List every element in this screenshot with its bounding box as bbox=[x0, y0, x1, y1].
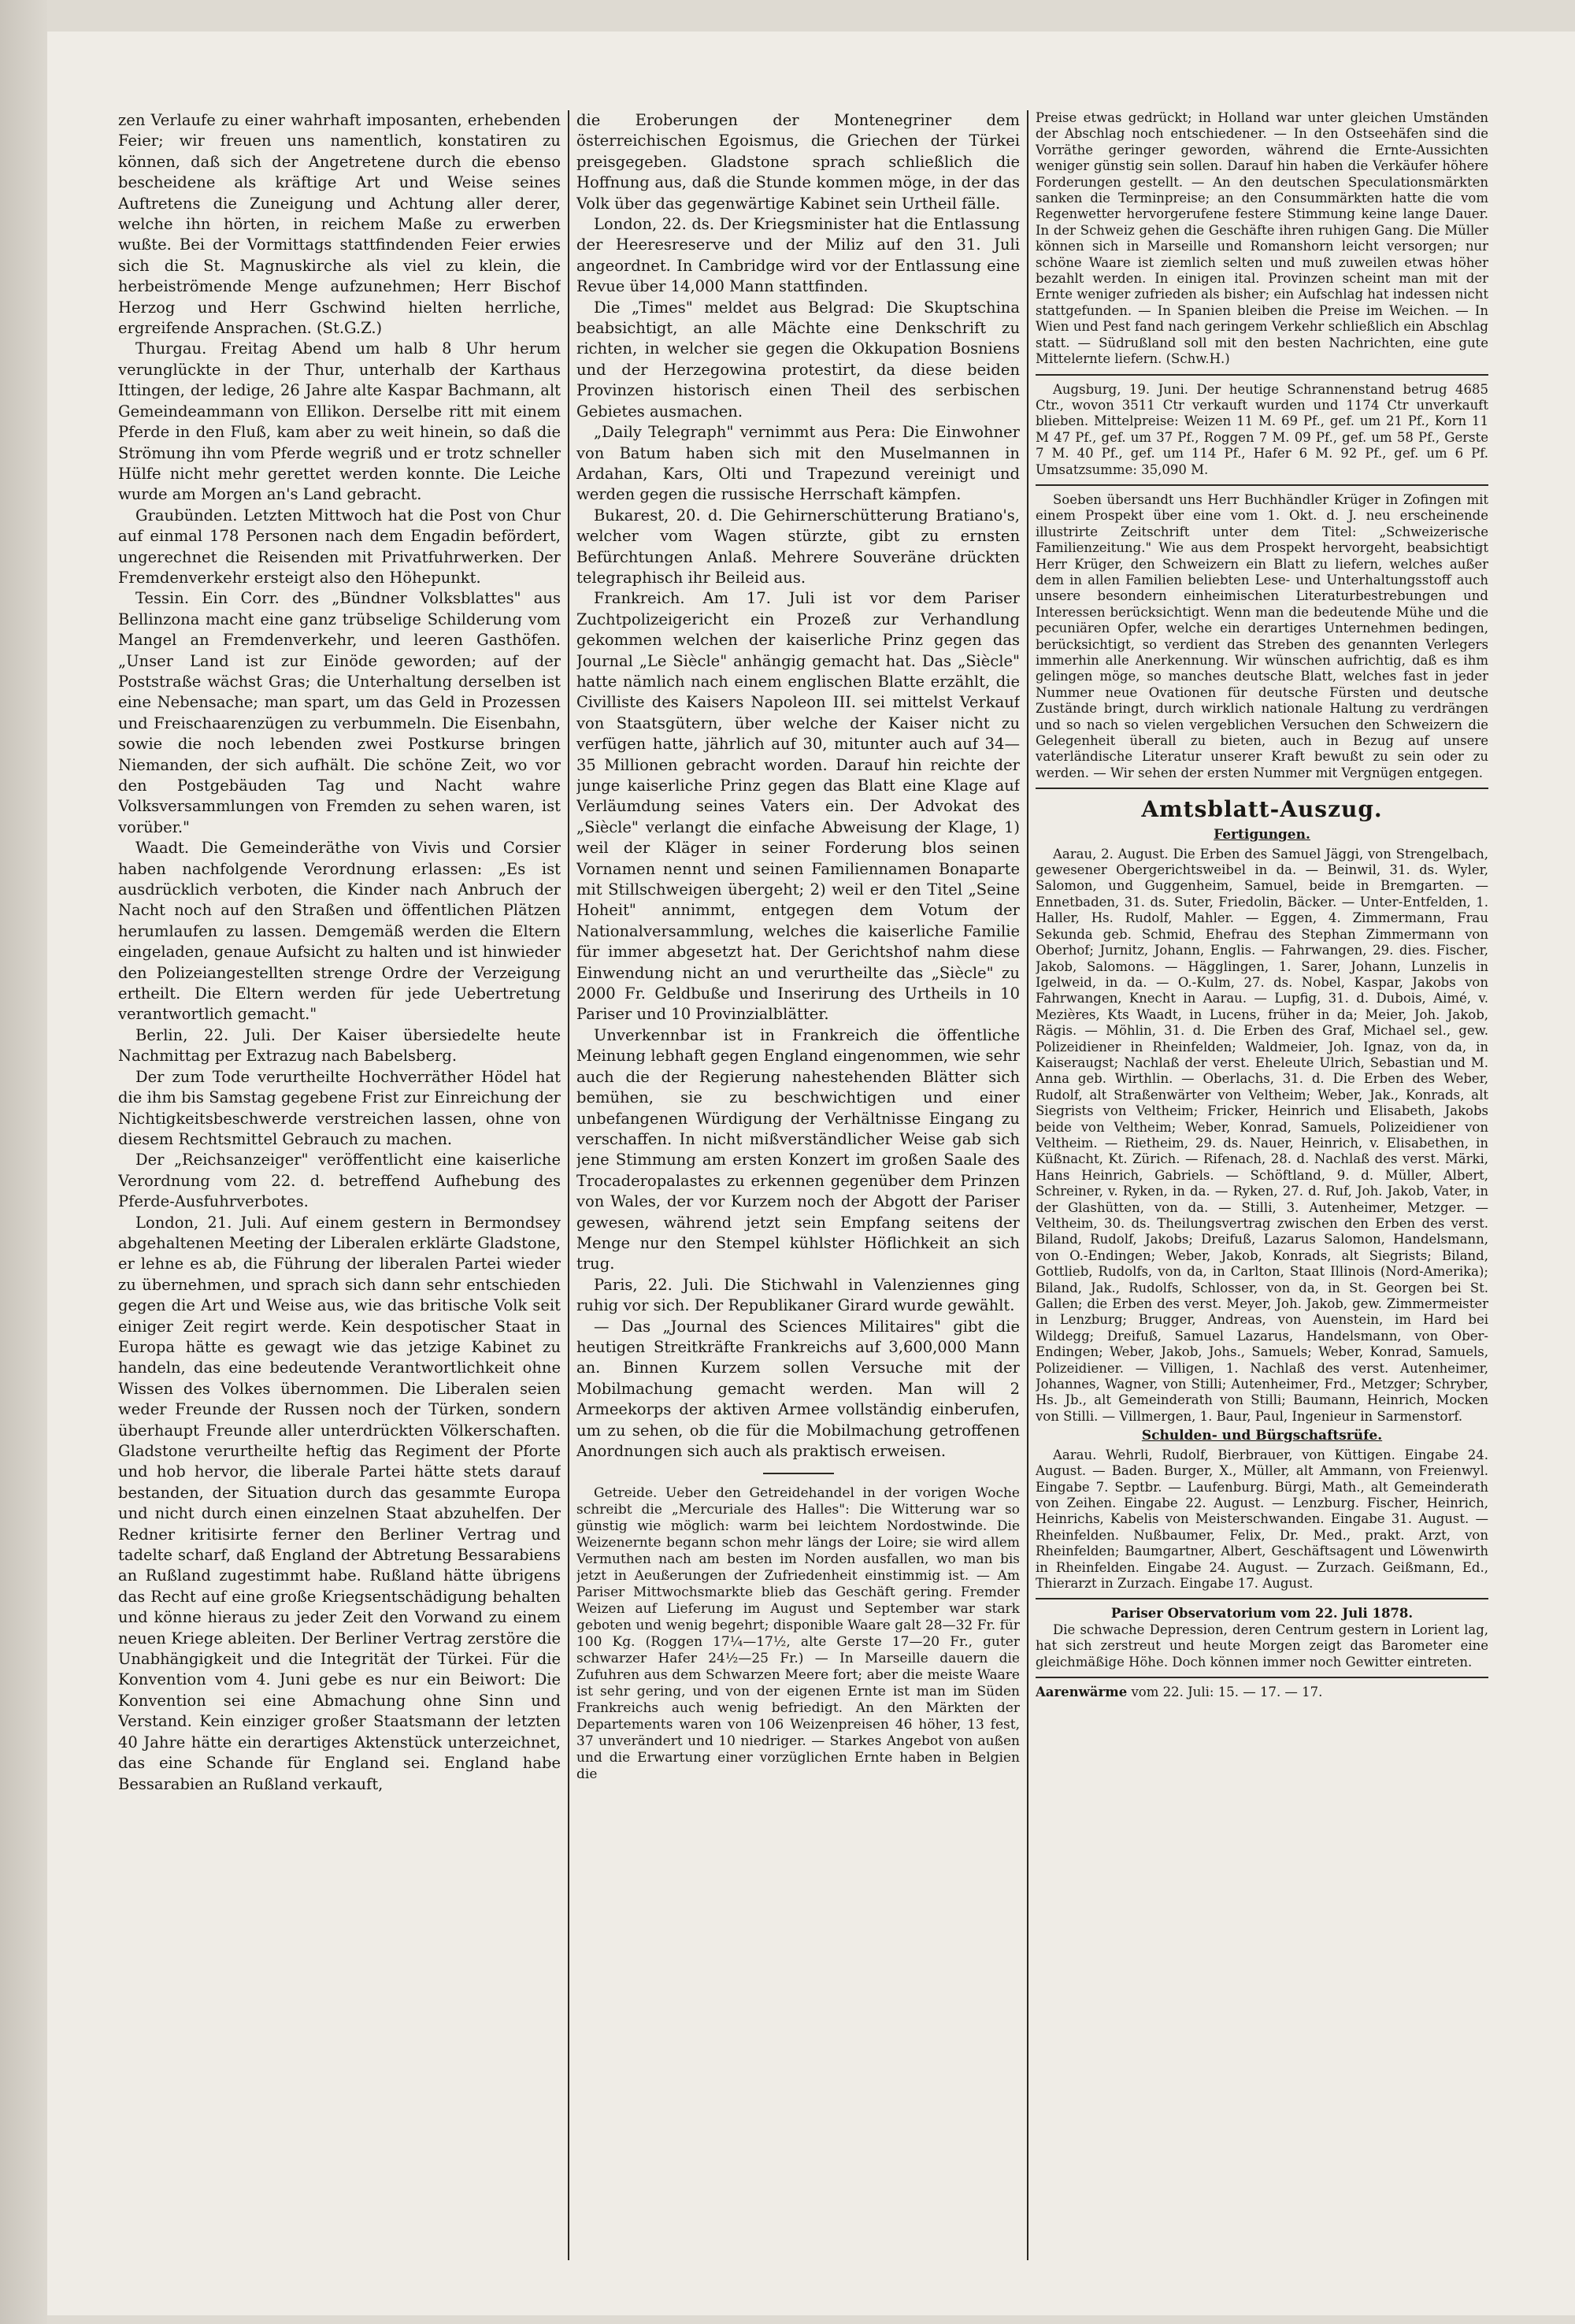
augsburg-market: Augsburg, 19. Juni. Der heutige Schrannenstand betrug 4685 Ctr., wovon 3511 Ctr verkauft wurden und 1174 Ctr unverkauft blieben. Mittelpreise: Weizen 11 M. 69 Pf., gef. um 21 Pf., Korn 11 M 47 Pf., gef. um 37 Pf., Roggen 7 M. 09 Pf., gef. um 58 Pf., Gerste 7 M. 40 Pf., gef. um 114 Pf., Hafer 6 M. 92 Pf., gef. um 6 Pf. Umsatzsumme: 35,090 M. bbox=[1036, 381, 1488, 477]
observatorium-text: Die schwache Depression, deren Centrum gestern in Lorient lag, hat sich zerstreut und heute Morgen zeigt das Barometer eine gleichmäßige Höhe. Doch können immer noch Gewitter eintreten. bbox=[1036, 1622, 1488, 1670]
schulden-text: Aarau. Wehrli, Rudolf, Bierbrauer, von Küttigen. Eingabe 24. August. — Baden. Burger, X., Müller, alt Ammann, von Freienwyl. Eingabe 7. Septbr. — Laufenburg. Bürgi, Math., alt Gemeinderath von Zeihen. Eingabe 22. August. — Lenzburg. Fischer, Heinrich, Heinrichs, Kabelis von Meisterschwanden. Eingabe 31. August. — Rheinfelden. Nußbaumer, Felix, Dr. Med., prakt. Arzt, von Rheinfelden; Baumgartner, Albert, Geschäftsagent und Löwenwirth in Rheinfelden. Eingabe 24. August. — Zurzach. Geißmann, Ed., Thierarzt in Zurzach. Eingabe 17. August. bbox=[1036, 1447, 1488, 1591]
paragraph: Bukarest, 20. d. Die Gehirnerschütterung Bratiano's, welcher vom Wagen stürzte, gibt zu ernsten Befürchtungen Anlaß. Mehrere Souveräne drückten telegraphisch ihr Beileid aus. bbox=[576, 506, 1020, 587]
paragraph: Unverkennbar ist in Frankreich die öffentliche Meinung lebhaft gegen England eingenommen, wie sehr auch die der Regierung nahestehenden Blätter sich bemühen, sie zu beschwichtigen und einer unbefangenen Würdigung der Verhältnisse Eingang zu verschaffen. In nicht mißverständlicher Weise gab sich jene Stimmung am ersten Konzert im großen Saale des Trocaderopalastes zu erkennen gegenüber dem Prinzen von Wales, der vor Kurzem noch der Abgott der Pariser gewesen, während jetzt sein Empfang seitens der Menge nur den Stempel kühlster Höflichkeit an sich trug. bbox=[576, 1025, 1020, 1273]
paragraph: Paris, 22. Juli. Die Stichwahl in Valenziennes ging ruhig vor sich. Der Republikaner Girard wurde gewählt. bbox=[576, 1275, 1020, 1315]
paragraph: „Daily Telegraph" vernimmt aus Pera: Die Einwohner von Batum haben sich mit den Muselmannen in Ardahan, Kars, Olti und Trapezund vereinigt und werden gegen die russische Herrschaft kämpfen. bbox=[576, 423, 1020, 504]
paragraph: Der „Reichsanzeiger" veröffentlicht eine kaiserliche Verordnung vom 22. d. betreffend Aufhebung des Pferde-Ausfuhrverbotes. bbox=[118, 1151, 561, 1211]
paragraph: Graubünden. Letzten Mittwoch hat die Post von Chur auf einmal 178 Personen nach dem Engadin befördert, ungerechnet die Reisenden mit Privatfuhrwerken. Der Fremdenverkehr ersteigt also den Höhepunkt. bbox=[118, 506, 561, 587]
amtsblatt-title: Amtsblatt-Auszug. bbox=[1141, 796, 1383, 823]
paragraph: Thurgau. Freitag Abend um halb 8 Uhr herum verunglückte in der Thur, unterhalb der Karthaus Ittingen, der ledige, 26 Jahre alte Kaspar Bachmann, alt Gemeindeammann von Ellikon. Derselbe ritt mit einem Pferde in den Fluß, kam aber zu weit hinein, so daß die Strömung ihn vom Pferde wegriß und er trotz schneller Hülfe nicht mehr gerettet werden konnte. Die Leiche wurde am Morgen an's Land gebracht. bbox=[118, 339, 561, 504]
aarenwaerme-label: Aarenwärme bbox=[1036, 1684, 1128, 1699]
paragraph: Der zum Tode verurtheilte Hochverräther Hödel hat die ihm bis Samstag gegebene Frist zur Einreichung der Nichtigkeitsbeschwerde verstreichen lassen, ohne von diesem Rechtsmittel Gebrauch zu machen. bbox=[118, 1067, 561, 1148]
schulden-heading: Schulden- und Bürgschaftsrüfe. bbox=[1141, 1428, 1383, 1444]
family-journal-notice: Soeben übersandt uns Herr Buchhändler Krüger in Zofingen mit einem Prospekt über eine vom 1. Okt. d. J. neu erscheinende illustrirte Zeitschrift unter dem Titel: „Schweizerische Familienzeitung." Wie aus dem Prospekt hervorgeht, beabsichtigt Herr Krüger, den Schweizern ein Blatt zu liefern, welches außer dem in allen Familien beliebten Lese- und Unterhaltungsstoff auch unsere besondern einheimischen Literaturbestrebungen und Interessen berücksichtigt. Wenn man die bedeutende Mühe und die pecuniären Opfer, welche ein derartiges Unternehmen bedingen, berücksichtigt, so verdient das Streben des genannten Verlegers immerhin alle Anerkennung. Wir wünschen aufrichtig, daß es ihm gelingen möge, so manches deutsche Blatt, welches fast in jeder Nummer neue Ovationen für deutsche Fürsten und deutsche Zustände bringt, durch wirklich nationale Haltung zu verdrängen und so nach so vielen vergeblichen Versuchen den Schweizern die Gelegenheit überall zu bieten, auch in Bezug auf unsere vaterländische Literatur unserer Kraft bewußt zu sein oder zu werden. — Wir sehen der ersten Nummer mit Vergnügen entgegen. bbox=[1036, 491, 1488, 780]
paragraph: — Das „Journal des Sciences Militaires" gibt die heutigen Streitkräfte Frankreichs auf 3,600,000 Mann an. Binnen Kurzem sollen Versuche mit der Mobilmachung gemacht werden. Man will 2 Armeekorps der aktiven Armee vollständig einberufen, um zu sehen, ob die für die Mobilmachung getroffenen Anordnungen sich auch als praktisch erweisen. bbox=[576, 1317, 1020, 1460]
paragraph: Frankreich. Am 17. Juli ist vor dem Pariser Zuchtpolizeigericht ein Prozeß zur Verhandlung gekommen welchen der kaiserliche Prinz gegen das Journal „Le Siècle" anhängig gemacht hat. Das „Siècle" hatte nämlich nach einem englischen Blatte erzählt, die Civilliste des Kaisers Napoleon III. sei mittelst Verkauf von Staatsgütern, über welche der Kaiser nicht zu verfügen hatte, jährlich auf 30, mitunter auch auf 34—35 Millionen gebracht worden. Darauf hin reichte der junge kaiserliche Prinz gegen das Blatt eine Klage auf Verläumdung seines Vaters ein. Der Advokat des „Siècle" verlangt die einfache Abweisung der Klage, 1) weil der Kläger in seiner Forderung blos seinen Vornamen nennt und seinen Familiennamen Bonaparte mit Stillschweigen übergeht; 2) weil er den Titel „Seine Hoheit" annimmt, entgegen dem Votum der Nationalversammlung, welches die kaiserliche Familie für immer abgesetzt hat. Der Gerichtshof nahm diese Einwendung nicht an und verurtheilte das „Siècle" zu 2000 Fr. Geldbuße und Inserirung des Urtheils in 10 Pariser und 10 Provinzialblätter. bbox=[576, 589, 1020, 1024]
column-rule bbox=[1027, 110, 1028, 2260]
paragraph: Die „Times" meldet aus Belgrad: Die Skuptschina beabsichtigt, an alle Mächte eine Denkschrift zu richten, in welcher sie gegen die Okkupation Bosniens und der Herzegowina protestirt, da diese beiden Provinzen historisch einen Theil des serbischen Gebietes ausmachen. bbox=[576, 298, 1020, 421]
paragraph: Preise etwas gedrückt; in Holland war unter gleichen Umständen der Abschlag noch entschiedener. — In den Ostseehäfen sind die Vorräthe geringer geworden, während die Ernte-Aussichten weniger günstig sein sollen. Darauf hin haben die Verkäufer höhere Forderungen gestellt. — An den deutschen Speculationsmärkten sanken die Terminpreise; an den Consummärkten hatte die vom Regenwetter hervorgerufene festere Stimmung keine lange Dauer. In der Schweiz gehen die Geschäfte ihren ruhigen Gang. Die Müller können sich in Marseille und Romanshorn leicht versorgen; nur schöne Waare ist ziemlich selten und muß zuweilen etwas höher bezahlt werden. In einigen ital. Provinzen scheint man mit der Ernte weniger zufrieden als bisher; ein Aufschlag hat indessen nicht stattgefunden. — In Spanien bleiben die Preise im Weichen. — In Wien und Pest fand nach geringem Verkehr schließlich ein Abschlag statt. — Südrußland soll mit den besten Nachrichten, eine gute Mittelernte liefern. (Schw.H.) bbox=[1036, 110, 1488, 367]
paragraph: London, 21. Juli. Auf einem gestern in Bermondsey abgehaltenen Meeting der Liberalen erklärte Gladstone, er lehne es ab, die Führung der liberalen Partei wieder zu übernehmen, und sprach sich dann sehr entschieden gegen die Art und Weise aus, wie das britische Volk seit einiger Zeit regirt werde. Kein despotischer Staat in Europa hätte es gewagt wie das jetzige Kabinet zu handeln, das eine bedeutende Verantwortlichkeit ohne Wissen des Volkes übernommen. Die Liberalen seien weder Freunde der Russen noch der Türken, sondern überhaupt Freunde aller unterdrückten Völkerschaften. Gladstone verurtheilte heftig das Regiment der Pforte und hob hervor, die liberale Partei hätte stets darauf bestanden, der Situation durch das gesammte Europa und nicht durch einen einzelnen Staat abzuhelfen. Der Redner kritisirte ferner den Berliner Vertrag und tadelte scharf, daß England der Abtretung Bessarabiens an Rußland zugestimmt habe. Rußland hätte übrigens das Recht auf eine große Kriegsentschädigung behalten und könne hieraus zu jeder Zeit den Vorwand zu einem neuen Kriege ableiten. Der Berliner Vertrag zerstöre die Unabhängigkeit und die Integrität der Türkei. Für die Konvention vom 4. Juni gebe es nur ein Beiwort: Die Konvention sei eine Abmachung ohne Sinn und Verstand. Kein einziger großer Staatsmann der letzten 40 Jahre hätte ein derartiges Aktenstück unterzeichnet, das eine Schande für England sei. England habe Bessarabien an Rußland verkauft, bbox=[118, 1213, 561, 1793]
page-binding bbox=[0, 0, 47, 2324]
column-1 bbox=[118, 110, 561, 2276]
paragraph: London, 22. ds. Der Kriegsminister hat die Entlassung der Heeresreserve und der Miliz auf den 31. Juli angeordnet. In Cambridge wird vor der Entlassung eine Revue über 14,000 Mann stattfinden. bbox=[576, 215, 1020, 296]
fertigungen-text: Aarau, 2. August. Die Erben des Samuel Jäggi, von Strengelbach, gewesener Obergerichtsweibel in da. — Beinwil, 31. ds. Wyler, Salomon, und Guggenheim, Samuel, beide in Bremgarten. — Ennetbaden, 31. ds. Suter, Friedolin, Bäcker. — Unter-Entfelden, 1. Haller, Hs. Rudolf, Mahler. — Eggen, 4. Zimmermann, Frau Sekunda geb. Schmid, Ehefrau des Stephan Zimmermann von Oberhof; Jurnitz, Johann, Englis. — Fahrwangen, 29. dies. Fischer, Jakob, Salomons. — Hägglingen, 1. Sarer, Johann, Lunzelis in Igelweid, in da. — O.-Kulm, 27. ds. Nobel, Kaspar, Jakobs von Fahrwangen, Knecht in Aarau. — Lupfig, 31. d. Dubois, Aimé, v. Mezières, Kts Waadt, in Lucens, früher in da; Meier, Joh. Jakob, Rägis. — Möhlin, 31. d. Die Erben des Graf, Michael sel., gew. Polizeidiener in Rheinfelden; Waldmeier, Joh. Ignaz, von da, in Kaiseraugst; Nachlaß der verst. Eheleute Ulrich, Sebastian und M. Anna geb. Wirthlin. — Oberlachs, 31. d. Die Erben des Weber, Rudolf, alt Straßenwärter von Veltheim; Weber, Jak., Konrads, alt Siegrists von Veltheim; Fricker, Heinrich und Elisabeth, Jakobs beide von Veltheim; Weber, Konrad, Samuels, Polizeidiener von Veltheim. — Rietheim, 29. ds. Nauer, Heinrich, v. Elisabethen, in Küßnacht, Kt. Zürich. — Rifenach, 28. d. Nachlaß des verst. Märki, Hans Heinrich, Gabriels. — Schöftland, 9. d. Müller, Albert, Schreiner, v. Ryken, in da. — Ryken, 27. d. Ruf, Joh. Jakob, Vater, in der Glashütten, von da. — Stilli, 3. Autenheimer, Metzger. — Veltheim, 30. ds. Theilungsvertrag zwischen den Erben des verst. Biland, Rudolf, Jakobs; Dreifuß, Lazarus Salomon, Handelsmann, von O.-Endingen; Weber, Jakob, Konrads, alt Siegrists; Biland, Gottlieb, Rudolfs, von da, in Carlton, Staat Illinois (Nord-Amerika); Biland, Jak., Rudolfs, Schlosser, von da, in St. Georgen bei St. Gallen; die Erben des verst. Meyer, Joh. Jakob, gew. Zimmermeister in Lenzburg; Brugger, Andreas, von Auenstein, im Hard bei Wildegg; Dreifuß, Samuel Lazarus, Handelsmann, von Ober-Endingen; Weber, Jakob, Johs., Samuels; Weber, Konrad, Samuels, Polizeidiener. — Villigen, 1. Nachlaß des verst. Autenheimer, Johannes, Wagner, von Stilli; Autenheimer, Frd., Metzger; Schryber, Hs. Jb., alt Gemeinderath von Stilli; Baumann, Heinrich, Mocken von Stilli. — Villmergen, 1. Baur, Paul, Ingenieur in Sarmenstorf. bbox=[1036, 846, 1488, 1424]
section-divider bbox=[1036, 374, 1488, 376]
paragraph: Berlin, 22. Juli. Der Kaiser übersiedelte heute Nachmittag per Extrazug nach Babelsberg. bbox=[118, 1025, 561, 1066]
paragraph: zen Verlaufe zu einer wahrhaft imposanten, erhebenden Feier; wir freuen uns namentlich, konstatiren zu können, daß sich der Angetretene durch die ebenso bescheidene als kräftige Art und Weise seines Auftretens die Zuneigung und Achtung aller derer, welche ihn hörten, in reichem Maße zu erwerben wußte. Bei der Vormittags stattfindenden Feier erwies sich die St. Magnuskirche als viel zu klein, die herbeiströmende Menge aufzunehmen; Herr Bischof Herzog und Herr Gschwind hielten herrliche, ergreifende Ansprachen. (St.G.Z.) bbox=[118, 111, 561, 338]
column-3 bbox=[1036, 110, 1488, 2276]
column-rule bbox=[568, 110, 569, 2260]
paragraph: die Eroberungen der Montenegriner dem österreichischen Egoismus, die Griechen der Türkei preisgegeben. Gladstone sprach schließlich die Hoffnung aus, daß die Stunde kommen möge, in der das Volk über das gegenwärtige Kabinet sein Urtheil fälle. bbox=[576, 111, 1020, 213]
column-2 bbox=[576, 110, 1020, 2276]
paragraph: Waadt. Die Gemeinderäthe von Vivis und Corsier haben nachfolgende Verordnung erlassen: „Es ist ausdrücklich verboten, die Kinder nach Anbruch der Nacht noch auf den Straßen und öffentlichen Plätzen herumlaufen zu lassen. Demgemäß werden die Eltern eingeladen, genaue Aufsicht zu halten und ist hinwieder den Polizeiangestellten strenge Ordre der Verzeigung ertheilt. Die Eltern werden für jede Uebertretung verantwortlich gemacht." bbox=[118, 839, 561, 1024]
section-divider bbox=[1036, 1677, 1488, 1678]
paragraph: Tessin. Ein Corr. des „Bündner Volksblattes" aus Bellinzona macht eine ganz trübselige Schilderung vom Mangel an Fremdenverkehr, und leeren Gasthöfen. „Unser Land ist zur Einöde geworden; auf der Poststraße wächst Gras; die Unterhaltung derselben ist eine Nebensache; man spart, um das Geld in Prozessen und Freischaarenzügen zu verbummeln. Die Eisenbahn, sowie die noch lebenden zwei Postkurse bringen Niemanden, der sich aufhält. Die schöne Zeit, wo vor den Postgebäuden Tag und Nacht wahre Volksversammlungen von Fremden zu sehen waren, ist vorüber." bbox=[118, 589, 561, 836]
fertigungen-heading: Fertigungen. bbox=[1214, 827, 1310, 843]
section-divider bbox=[1036, 788, 1488, 789]
grain-report: Getreide. Ueber den Getreidehandel in der vorigen Woche schreibt die „Mercuriale des Halles": Die Witterung war so günstig wie möglich: warm bei leichtem Nordostwinde. Die Weizenernte begann schon mehr längs der Loire; sie wird allem Vermuthen nach am besten im Norden ausfallen, wo man bis jetzt in Aeußerungen der Zufriedenheit einstimmig ist. — Am Pariser Mittwochsmarkte blieb das Geschäft gering. Fremder Weizen auf Lieferung im August und September war stark geboten und wenig begehrt; disponible Waare galt 28—32 Fr. für 100 Kg. (Roggen 17¼—17½, alte Gerste 17—20 Fr., guter schwarzer Hafer 24½—25 Fr.) — In Marseille dauern die Zufuhren aus dem Schwarzen Meere fort; aber die meiste Waare ist sehr gering, und von der eigenen Ernte ist man im Süden Frankreichs auch wenig befriedigt. An den Märkten der Departements waren von 106 Weizenpreisen 46 höher, 13 fest, 37 unverändert und 10 niedriger. — Starkes Angebot von außen und die Erwartung einer vorzüglichen Ernte haben in Belgien die bbox=[576, 1485, 1020, 1783]
section-divider bbox=[1036, 484, 1488, 486]
aarenwaerme-values: vom 22. Juli: 15. — 17. — 17. bbox=[1131, 1684, 1323, 1699]
observatorium-heading: Pariser Observatorium vom 22. Juli 1878. bbox=[1110, 1606, 1414, 1622]
section-divider bbox=[763, 1473, 834, 1474]
section-divider bbox=[1036, 1598, 1488, 1599]
aarenwaerme-line bbox=[1036, 1685, 1488, 1700]
